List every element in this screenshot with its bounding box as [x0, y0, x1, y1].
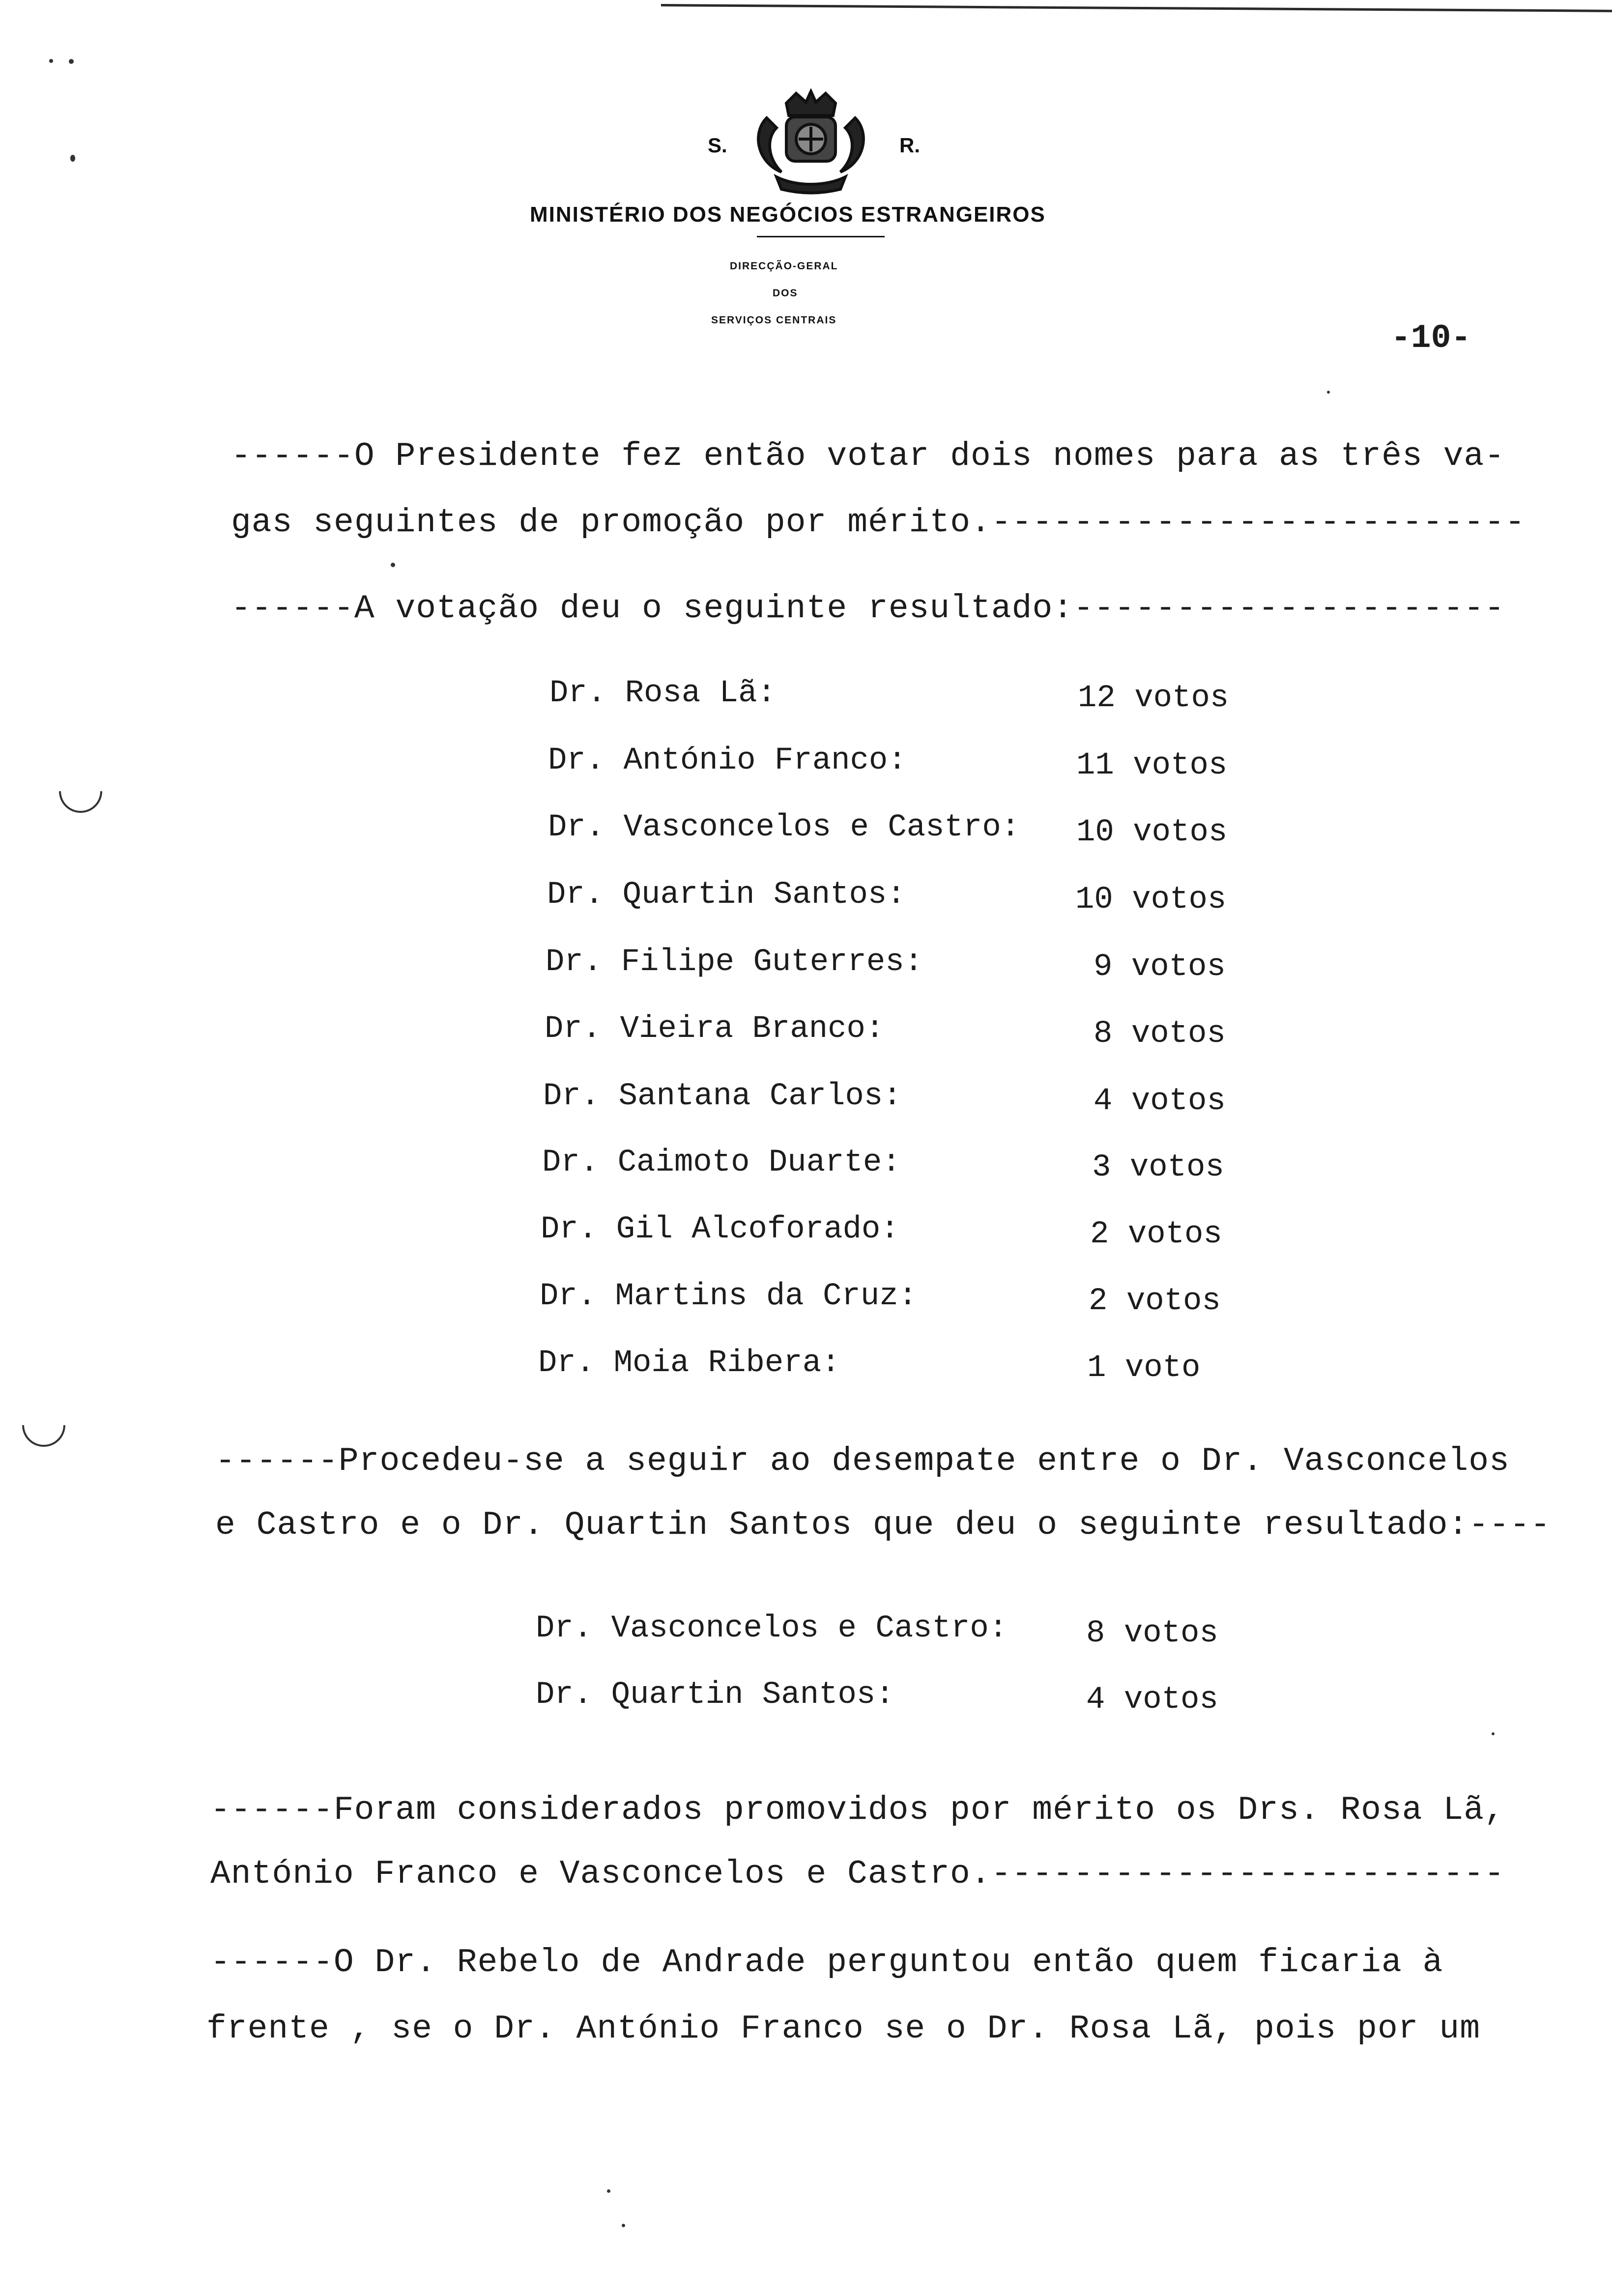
- directorate-line-2: DOS: [773, 287, 798, 299]
- vote-row-name: Dr. Moia Ribera:: [538, 1346, 840, 1381]
- vote-row-count: 10 votos: [1075, 882, 1227, 918]
- paragraph-1-line-2: gas seguintes de promoção por mérito.--------------------------: [231, 504, 1526, 542]
- directorate-line-1: DIRECÇÃO-GERAL: [730, 260, 838, 272]
- vote-row-name: Dr. Quartin Santos:: [547, 877, 906, 913]
- vote-row-name: Dr. Gil Alcoforado:: [541, 1212, 899, 1247]
- scan-mark: [22, 1425, 65, 1447]
- letterhead: [482, 88, 1121, 344]
- vote-row-name: Dr. António Franco:: [548, 743, 907, 778]
- tiebreak-row-count: 4 votos: [1086, 1682, 1218, 1718]
- paragraph-5-line-2: frente , se o Dr. António Franco se o Dr. Rosa Lã, pois por um: [206, 2010, 1481, 2048]
- vote-row-name: Dr. Caimoto Duarte:: [542, 1145, 901, 1180]
- vote-row-name: Dr. Vasconcelos e Castro:: [548, 810, 1020, 845]
- vote-row-count: 1 voto: [1087, 1350, 1201, 1386]
- paragraph-3-line-1: ------Procedeu-se a seguir ao desempate entre o Dr. Vasconcelos: [215, 1442, 1510, 1480]
- scan-speck: [391, 563, 395, 567]
- scan-speck: [1327, 391, 1330, 394]
- paragraph-5-line-1: ------O Dr. Rebelo de Andrade perguntou então quem ficaria à: [210, 1944, 1443, 1981]
- paragraph-4-line-2: António Franco e Vasconcelos e Castro.-------------------------: [210, 1855, 1505, 1893]
- scan-speck: [622, 2224, 625, 2227]
- ministry-underline: [757, 236, 885, 237]
- vote-row-count: 9 votos: [1094, 949, 1226, 985]
- paragraph-3-line-2: e Castro e o Dr. Quartin Santos que deu o seguinte resultado:----: [215, 1506, 1551, 1544]
- vote-row-count: 2 votos: [1090, 1217, 1222, 1252]
- paragraph-2-line-1: ------A votação deu o seguinte resultado:---------------------: [231, 590, 1505, 628]
- vote-row-count: 10 votos: [1076, 815, 1228, 850]
- scan-speck: [1492, 1732, 1495, 1735]
- vote-row-name: Dr. Filipe Guterres:: [546, 945, 923, 980]
- paragraph-4-line-1: ------Foram considerados promovidos por mérito os Drs. Rosa Lã,: [210, 1791, 1505, 1829]
- ministry-name: MINISTÉRIO DOS NEGÓCIOS ESTRANGEIROS: [530, 202, 1046, 227]
- tiebreak-row-name: Dr. Vasconcelos e Castro:: [536, 1611, 1008, 1646]
- vote-row-count: 3 votos: [1092, 1150, 1224, 1185]
- top-edge-rule: [661, 4, 1612, 12]
- scan-speck: [70, 155, 75, 162]
- vote-row-count: 4 votos: [1094, 1084, 1226, 1119]
- scan-speck: [69, 59, 74, 64]
- directorate-line-3: SERVIÇOS CENTRAIS: [711, 315, 837, 326]
- vote-row-name: Dr. Martins da Cruz:: [540, 1279, 918, 1314]
- scan-speck: [49, 59, 53, 63]
- tiebreak-row-count: 8 votos: [1086, 1616, 1218, 1651]
- letterhead-initial-right: R.: [899, 134, 920, 157]
- vote-row-count: 11 votos: [1076, 748, 1228, 783]
- vote-row-count: 12 votos: [1078, 681, 1229, 716]
- coat-of-arms-emblem: [747, 88, 875, 197]
- scan-speck: [607, 2189, 610, 2193]
- vote-row-name: Dr. Vieira Branco:: [545, 1011, 885, 1047]
- vote-row-count: 8 votos: [1094, 1016, 1226, 1052]
- paragraph-1-line-1: ------O Presidente fez então votar dois nomes para as três va-: [231, 437, 1505, 475]
- vote-row-name: Dr. Santana Carlos:: [543, 1079, 902, 1114]
- vote-row-name: Dr. Rosa Lã:: [549, 676, 776, 711]
- scan-mark: [59, 791, 102, 813]
- page-number: -10-: [1391, 319, 1471, 357]
- tiebreak-row-name: Dr. Quartin Santos:: [536, 1677, 894, 1713]
- vote-row-count: 2 votos: [1089, 1284, 1221, 1319]
- letterhead-initial-left: S.: [708, 134, 727, 157]
